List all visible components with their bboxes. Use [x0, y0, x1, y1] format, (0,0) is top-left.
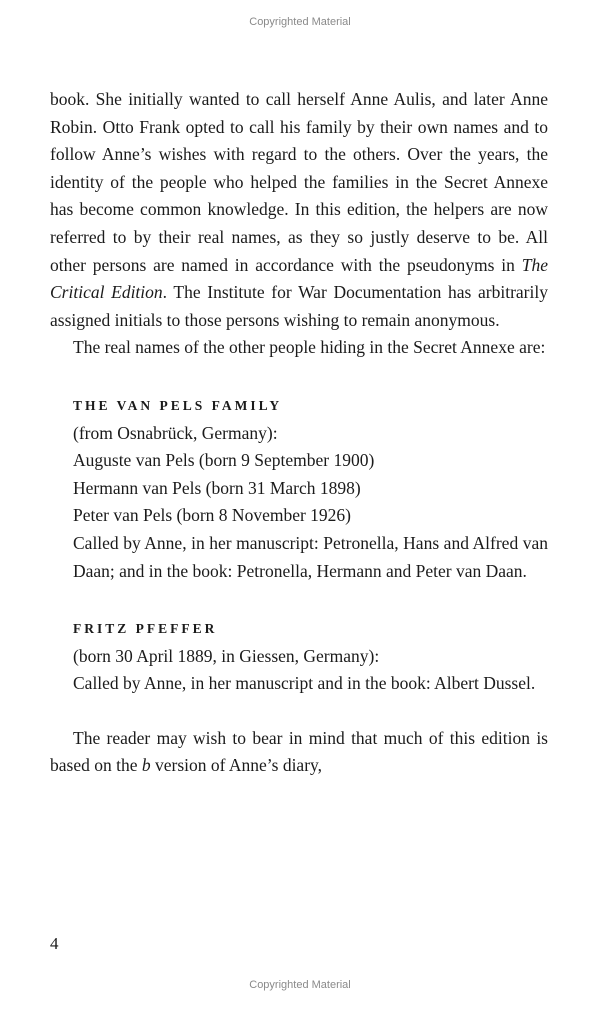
fritz-pfeffer-called-by-anne: Called by Anne, in her manuscript and in the book: Albert Dussel. — [73, 673, 536, 694]
paragraph-pseudonyms-text-1: book. She initially wanted to call herself Anne Aulis, and later Anne Robin. Otto Frank opted to call his family by their own names and to follow Anne’s wishes with regard to the others. Over the years, the identity of the people who helped the families in the Secret Annexe has become common knowledge. In this edition, the helpers are now referred to by their real names, as they so justly deserve to be. All other persons are named in accordance with the pseudonyms in — [50, 89, 548, 275]
paragraph-reader-note-text-2: version of Anne’s diary, — [150, 755, 323, 776]
paragraph-real-names-intro: The real names of the other people hiding in the Secret Annexe are: — [73, 337, 546, 358]
paragraph-pseudonyms-text-2: . The Institute for War Documentation has arbitrarily assigned initials to those persons wishing to remain anonymous. — [50, 282, 548, 330]
critical-edition-title: The Critical Edition — [50, 254, 548, 303]
paragraph-reader-note-text-1: The reader may wish to bear in mind that much of this edition is based on the — [50, 727, 548, 776]
van-pels-called-by-anne: Called by Anne, in her manuscript: Petronella, Hans and Alfred van Daan; and in the book: Petronella, Hermann and Peter van Daan. — [73, 532, 548, 581]
fritz-pfeffer-heading: FRITZ PFEFFER — [73, 621, 218, 637]
van-pels-origin-line: (from Osnabrück, Germany): — [73, 422, 278, 443]
van-pels-member-hermann: Hermann van Pels (born 31 March 1898) — [73, 477, 361, 498]
page-number: 4 — [50, 934, 59, 953]
fritz-pfeffer-origin-line: (born 30 April 1889, in Giessen, Germany): — [73, 645, 380, 666]
van-pels-family-section — [73, 392, 548, 585]
van-pels-member-peter: Peter van Pels (born 8 November 1926) — [73, 505, 351, 526]
van-pels-member-auguste: Auguste van Pels (born 9 September 1900) — [73, 450, 375, 471]
version-letter-b: b — [141, 755, 151, 776]
copyright-notice-bottom: Copyrighted Material — [249, 979, 351, 991]
page-text-block — [50, 86, 548, 780]
copyright-notice-top: Copyrighted Material — [249, 16, 351, 28]
paragraph-reader-note — [50, 725, 548, 780]
paragraph-pseudonyms — [50, 86, 548, 334]
fritz-pfeffer-section — [73, 615, 548, 698]
van-pels-family-heading: THE VAN PELS FAMILY — [73, 397, 283, 413]
